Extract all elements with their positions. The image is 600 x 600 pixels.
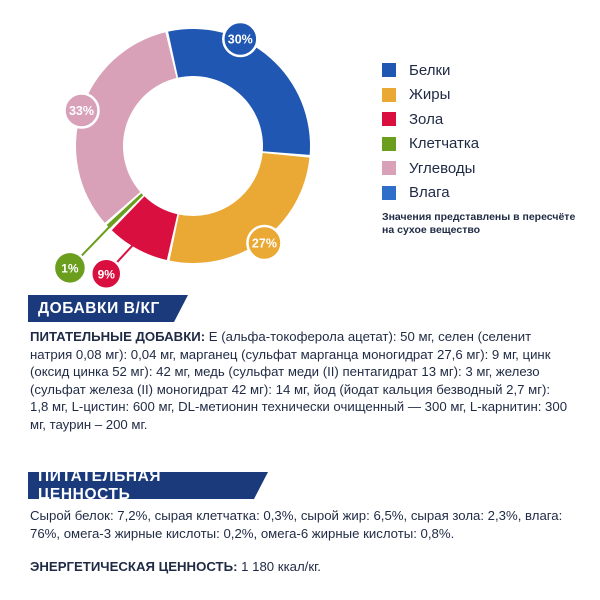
legend-swatch — [382, 186, 396, 200]
legend-label: Зола — [409, 110, 444, 128]
legend-label: Углеводы — [409, 159, 476, 177]
legend-item — [382, 132, 479, 157]
legend-label: Клетчатка — [409, 135, 480, 153]
energy-paragraph — [30, 558, 570, 576]
additives-heading: ДОБАВКИ В/КГ — [28, 295, 174, 322]
legend-swatch — [382, 161, 396, 175]
additives-body: Е (альфа-токоферола ацетат): 50 мг, селен (селенит натрия 0,08 мг): 0,04 мг, марганец (сульфат марганца моногидрат 27,6 мг): 9 мг, цинк (оксид цинка 52 мг): 42 мг, медь (сульфат меди (II) пентагидрат 13 мг): 3 мг, железо (сульфат железа (II) моногидрат 42 мг): 14 мг, йод (йодат кальция безводный 2,7 мг): 1,8 мг, L-цистин: 600 мг, DL-метионин технически очищенный — 300 мг, L-карнитин: 300 мг, таурин – 200 мг. — [30, 329, 568, 432]
slice-label-0: 30% — [227, 32, 253, 47]
legend-item — [382, 58, 479, 83]
additives-paragraph — [30, 328, 570, 434]
legend-label: Белки — [409, 61, 451, 79]
nutrition-heading: ПИТАТЕЛЬНАЯ ЦЕННОСТЬ — [28, 472, 254, 499]
legend-swatch — [382, 63, 396, 77]
legend-swatch — [382, 137, 396, 151]
legend-label: Влага — [409, 184, 450, 202]
legend-item — [382, 83, 479, 108]
slice-label-4: 33% — [68, 104, 95, 119]
energy-lead: ЭНЕРГЕТИЧЕСКАЯ ЦЕННОСТЬ: — [30, 559, 238, 574]
legend-swatch — [382, 112, 396, 126]
slice-4 — [76, 32, 176, 223]
legend-item — [382, 181, 479, 206]
slice-label-3: 1% — [61, 261, 79, 276]
legend-swatch — [382, 88, 396, 102]
additives-lead: ПИТАТЕЛЬНЫЕ ДОБАВКИ: — [30, 329, 206, 344]
nutrient-chart — [0, 0, 600, 290]
energy-body: 1 180 ккал/кг. — [237, 559, 321, 574]
legend-item — [382, 156, 479, 181]
slice-1 — [170, 153, 310, 263]
nutrition-paragraph: Сырой белок: 7,2%, сырая клетчатка: 0,3%, сырой жир: 6,5%, сырая зола: 2,3%, влага: 76%, омега-3 жирные кислоты: 0,2%, омега-6 жирные кислоты: 0,8%. — [30, 508, 563, 541]
legend-label: Жиры — [409, 86, 451, 104]
slice-label-2: 9% — [97, 267, 115, 282]
legend-note: Значения представлены в пересчёте на сухое вещество — [382, 211, 576, 236]
donut-chart — [0, 0, 380, 290]
legend-item — [382, 107, 479, 132]
chart-legend — [382, 58, 479, 205]
slice-label-1: 27% — [251, 236, 277, 251]
